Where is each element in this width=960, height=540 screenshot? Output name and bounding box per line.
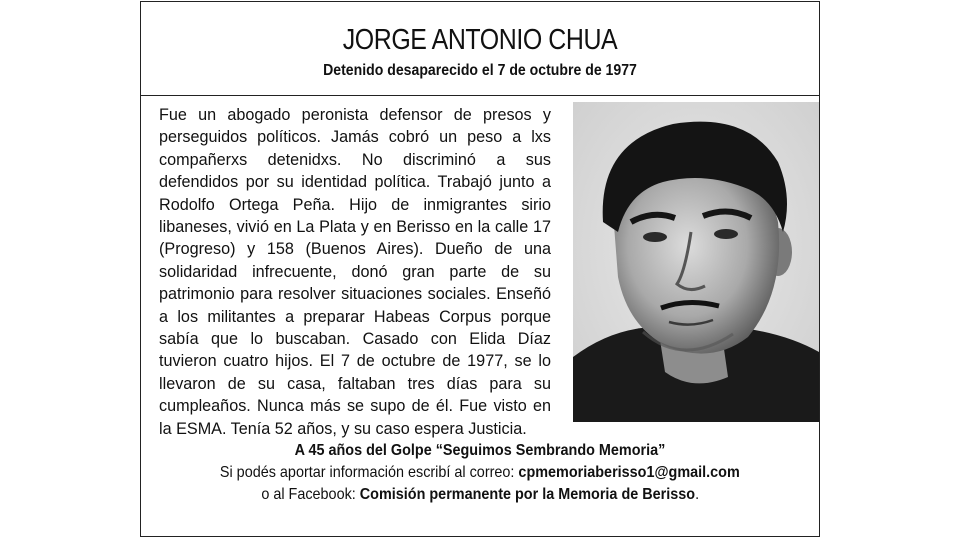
facebook-prefix: o al Facebook: <box>261 486 360 503</box>
facebook-page[interactable]: Comisión permanente por la Memoria de Berisso <box>359 486 695 503</box>
portrait-illustration <box>573 102 819 422</box>
biography-paragraph: Fue un abogado peronista defensor de presos y perseguidos políticos. Jamás cobró un peso a lxs compañerxs detenidxs. No discriminó a sus defendidos por su identidad política. Trabajó junto a Rodolfo Ortega Peña. Hijo de inmigrantes sirio libaneses, vivió en La Plata y en Berisso en la calle 17 (Progreso) y 158 (Buenos Aires). Dueño de una solidaridad infrecuente, donó gran parte de su patrimonio para resolver situaciones sociales. Enseñó a los militantes a preparar Habeas Corpus porque sabía que lo buscaban. Casado con Elida Díaz tuvieron cuatro hijos. El 7 de octubre de 1977, se lo llevaron de su casa, faltaban tres días para su cumpleaños. Nunca más se supo de él. Fue visto en la ESMA. Tenía 52 años, y su caso espera Justicia. <box>159 106 551 438</box>
portrait-photo <box>573 102 819 422</box>
subtitle: Detenido desaparecido el 7 de octubre de 1977 <box>323 62 637 79</box>
biography-text <box>159 104 551 440</box>
header <box>141 2 819 96</box>
email-prefix: Si podés aportar información escribí al correo: <box>220 464 519 481</box>
email-address[interactable]: cpmemoriaberisso1@gmail.com <box>518 464 740 481</box>
facebook-suffix: . <box>694 486 699 503</box>
person-name: JORGE ANTONIO CHUA <box>342 24 618 56</box>
footer <box>141 440 819 506</box>
footer-email-line <box>141 462 819 484</box>
memorial-card <box>140 1 820 537</box>
footer-slogan: A 45 años del Golpe “Seguimos Sembrando Memoria” <box>294 442 666 459</box>
footer-facebook-line <box>141 484 819 506</box>
